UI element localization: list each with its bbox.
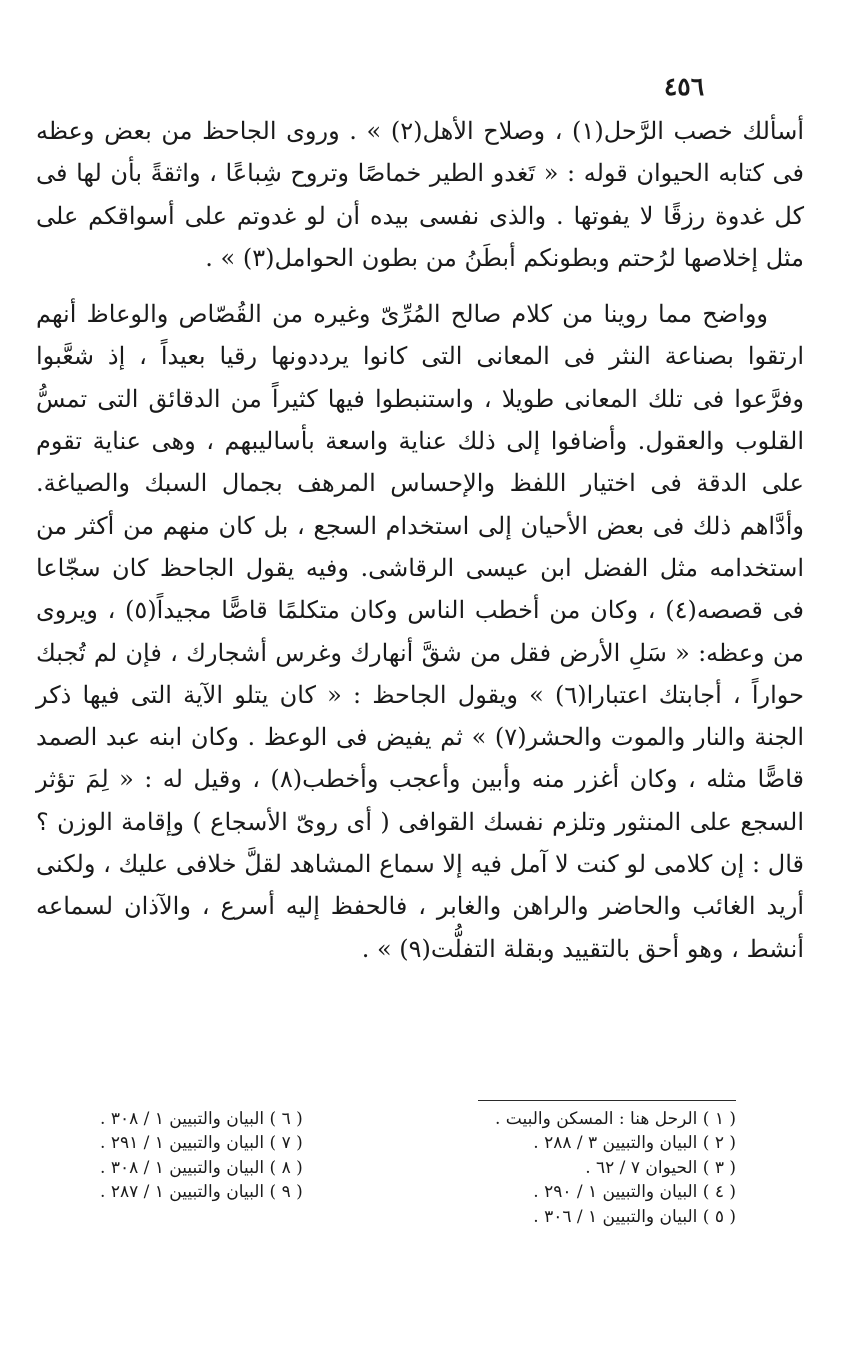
footnotes bbox=[100, 1100, 736, 1229]
page-number: ٤٥٦ bbox=[663, 72, 705, 101]
footnote-columns bbox=[100, 1107, 736, 1229]
footnote-column-right bbox=[495, 1107, 736, 1229]
paragraph-khutab: أسألك خصب الرَّحل(١) ، وصلاح الأهل(٢) » . وروى الجاحظ من بعض وعظه فى كتابه الحيوان قوله : « تَغدو الطير خماصًا وتروح شِباعًا ، واثقةً بأن لها فى كل غدوة رزقًا لا يفوتها . والذى نفسى بيده أن لو غدوتم على أسواقكم على مثل إخلاصها لرُحتم وبطونكم أبطَنُ من بطون الحوامل(٣) » . bbox=[36, 117, 805, 272]
footnote-8: ( ٨ ) البيان والتبيين ١ / ٣٠٨ . bbox=[100, 1157, 303, 1178]
footnote-7: ( ٧ ) البيان والتبيين ١ / ٢٩١ . bbox=[100, 1133, 303, 1154]
footnote-2: ( ٢ ) البيان والتبيين ٣ / ٢٨٨ . bbox=[533, 1133, 736, 1154]
footnote-9: ( ٩ ) البيان والتبيين ١ / ٢٨٧ . bbox=[100, 1182, 303, 1203]
body-text bbox=[36, 110, 804, 970]
footnote-6: ( ٦ ) البيان والتبيين ١ / ٣٠٨ . bbox=[100, 1109, 303, 1129]
footnote-4: ( ٤ ) البيان والتبيين ١ / ٢٩٠ . bbox=[533, 1182, 736, 1203]
footnote-5: ( ٥ ) البيان والتبيين ١ / ٣٠٦ . bbox=[533, 1206, 736, 1227]
footnote-separator-rule bbox=[478, 1100, 736, 1101]
footnote-1: ( ١ ) الرحل هنا : المسكن والبيت . bbox=[494, 1109, 736, 1129]
footnote-column-left bbox=[100, 1107, 303, 1229]
paragraph-qussas: وواضح مما روينا من كلام صالح المُرِّىّ وغيره من القُصّاص والوعاظ أنهم ارتقوا بصناعة النثر فى المعانى التى كانوا يرددونها رقيا بعيداً ، إذ شعَّبوا وفرَّعوا فى تلك المعانى طويلا ، واستنبطوا فيها كثيراً من الدقائق التى تمسُّ القلوب والعقول. وأضافوا إلى ذلك عناية واسعة بأساليبهم ، وهى عناية تقوم على الدقة فى اختيار اللفظ والإحساس المرهف بجمال السبك والصياغة. وأدَّاهم ذلك فى بعض الأحيان إلى استخدام السجع ، بل كان منهم من أكثر من استخدامه مثل الفضل ابن عيسى الرقاشى. وفيه يقول الجاحظ كان سجّاعا فى قصصه(٤) ، وكان من أخطب الناس وكان متكلمًا قاصًّا مجيداً(٥) ، ويروى من وعظه: « سَلِ الأرض فقل من شقَّ أنهارك وغرس أشجارك ، فإن لم تُجبك حواراً ، أجابتك اعتبارا(٦) » ويقول الجاحظ : « كان يتلو الآية التى فيها ذكر الجنة والنار والموت والحشر(٧) » ثم يفيض فى الوعظ . وكان ابنه عبد الصمد قاصًّا مثله ، وكان أغزر منه وأبين وأعجب وأخطب(٨) ، وقيل له : « لِمَ تؤثر السجع على المنثور وتلزم نفسك القوافى ( أى روىّ الأسجاع ) وإقامة الوزن ؟ قال : إن كلامى لو كنت لا آمل فيه إلا سماع المشاهد لقلَّ خلافى عليك ، ولكنى أريد الغائب والحاضر والراهن والغابر ، فالحفظ إليه أسرع ، والآذان لسماعه أنشط ، وهو أحق بالتقييد وبقلة التفلُّت(٩) » . bbox=[36, 300, 805, 963]
footnote-3: ( ٣ ) الحيوان ٧ / ٦٢ . bbox=[585, 1157, 736, 1178]
